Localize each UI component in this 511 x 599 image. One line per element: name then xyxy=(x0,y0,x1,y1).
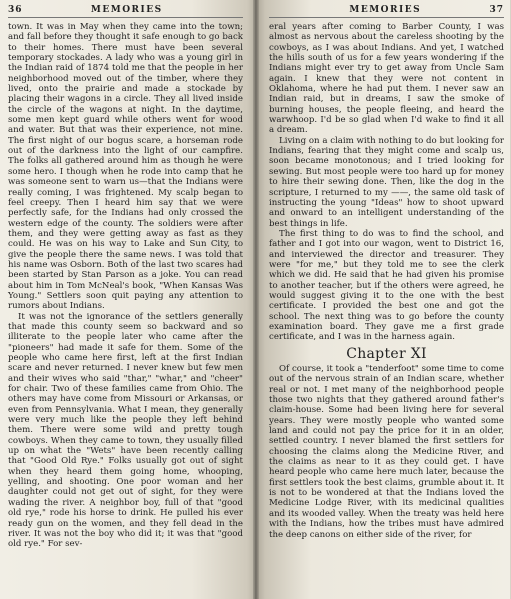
right-paragraph-1: eral years after coming to Barber County, I was almost as nervous about the careless shooting by the cowboys, as I was about Indians. And yet, I watched the hills south of us for a few years wondering if the Indians might ever try to get away from Uncle Sam again. I knew that they were not content in Oklahoma, where he had put them. I never saw an Indian raid, but in dreams, I saw the smoke of burning houses, the people fleeing, and heard the warwhoop. I'd be so glad when I'd wake to find it all a dream. xyxy=(269,22,504,136)
chapter-heading: Chapter XI xyxy=(346,345,427,362)
right-running-title: MEMORIES xyxy=(349,5,422,15)
left-page xyxy=(0,0,255,599)
right-running-head xyxy=(269,5,504,18)
left-paragraph-1: town. It was in May when they came into the town; and fall before they thought it safe enough to go back to their homes. There must have been several temporary stockades. A lady who was a young girl in the Indian raid of 1874 told me that the people in her neighborhood moved out of the timber, where they lived, onto the prairie and made a stockade by placing their wagons in a circle. They all lived inside the circle of the wagons at night. In the daytime, some men kept guard while others went for wood and water. But that was their experience, not mine. The first night of our bogus scare, a horseman rode out of the darkness into the light of our campfire. The folks all gathered around him as though he were some hero. I though when he rode into camp that he was someone sent to warn us—that the Indians were really coming, I was frightened. My scalp began to feel creepy. Then I heard him say that we were perfectly safe, for the Indians had only crossed the western edge of the county. The soldiers were after them, and they were getting away as fast as they could. He was on his way to Lake and Sun City, to give the people there the same news. I was told that his name was Osborn. Both of the last two scares had been started by Stan Parson as a joke. You can read about him in Tom McNeal's book, "When Kansas Was Young." Settlers soon quit paying any attention to rumors about Indians. xyxy=(8,22,243,312)
right-page-number: 37 xyxy=(489,5,504,15)
right-paragraph-3: The first thing to do was to find the school, and father and I got into our wagon, went to District 16, and interviewed the director and treasurer. They were "for me," but they told me to see the clerk which we did. He said that he had given his promise to another teacher, but if the others were agreed, he would suggest giving it to the one with the best certificate. I provided the best one and got the school. The next thing was to go before the county examination board. They gave me a first grade certificate, and I was in the harness again. xyxy=(269,228,504,343)
right-body-text xyxy=(269,22,504,540)
left-body-text xyxy=(8,22,243,550)
left-page-number: 36 xyxy=(8,5,23,15)
left-running-title: MEMORIES xyxy=(90,5,163,15)
right-page xyxy=(255,0,510,599)
left-running-head xyxy=(8,5,243,18)
right-paragraph-4: Of course, it took a "tenderfoot" some time to come out of the nervous strain of an Indian scare, whether real or not. I met many of the neighborhood people those two nights that they gathered around father's claim-house. Some had been living here for several years. They were mostly people who wanted some land and could not pay the price for it in an older, settled country. I never blamed the first settlers for choosing the claims along the Medicine River, and the claims as near to it as they could get. I have heard people who came here much later, because the first settlers took the best claims, grumble about it. It is not to be wondered at that the Indians loved the Medicine Lodge River, with its medicinal qualities and its wooded valley. When the treaty was held here with the Indians, how the tribes must have admired the deep canons on either side of the river, for xyxy=(269,364,504,540)
right-paragraph-2: Living on a claim with nothing to do but looking for Indians, fearing that they might come and scalp us, soon became monotonous; and I tried looking for sewing. But most people were too hard up for money to hire their sewing done. Then, like the dog in the scripture, I returned to my ——, the same old task of instructing the young "Ideas" how to shoot upward and onward to an intelligent understanding of the best things in life. xyxy=(269,135,504,229)
left-paragraph-2: It was not the ignorance of the settlers generally that made this county seem so backward and so illiterate to the people later who came after the "pioneers" had made it safe for them. Some of the people who came here first, left at the first Indian scare and never returned. I never knew but few men and their wives who said "thar," "whar," and "cheer" for chair. Two of these families came from Ohio. The others may have come from Missouri or Arkansas, or even from Pennsylvania. What I mean, they generally were very much like the people they left behind them. There were some wild and pretty tough cowboys. When they came to town, they usually filled up on what the "Wets" have been recently calling that "Good Old Rye." Folks usually got out of sight when they heard them going home, whooping, yelling, and shooting. One poor woman and her daughter could not get out of sight, for they were wading the river. A neighbor boy, full of that "good old rye," rode his horse to drink. He pulled his ever ready gun on the women, and they fell dead in the river. It was not the boy who did it; it was that "good old rye." For sev- xyxy=(8,311,243,550)
